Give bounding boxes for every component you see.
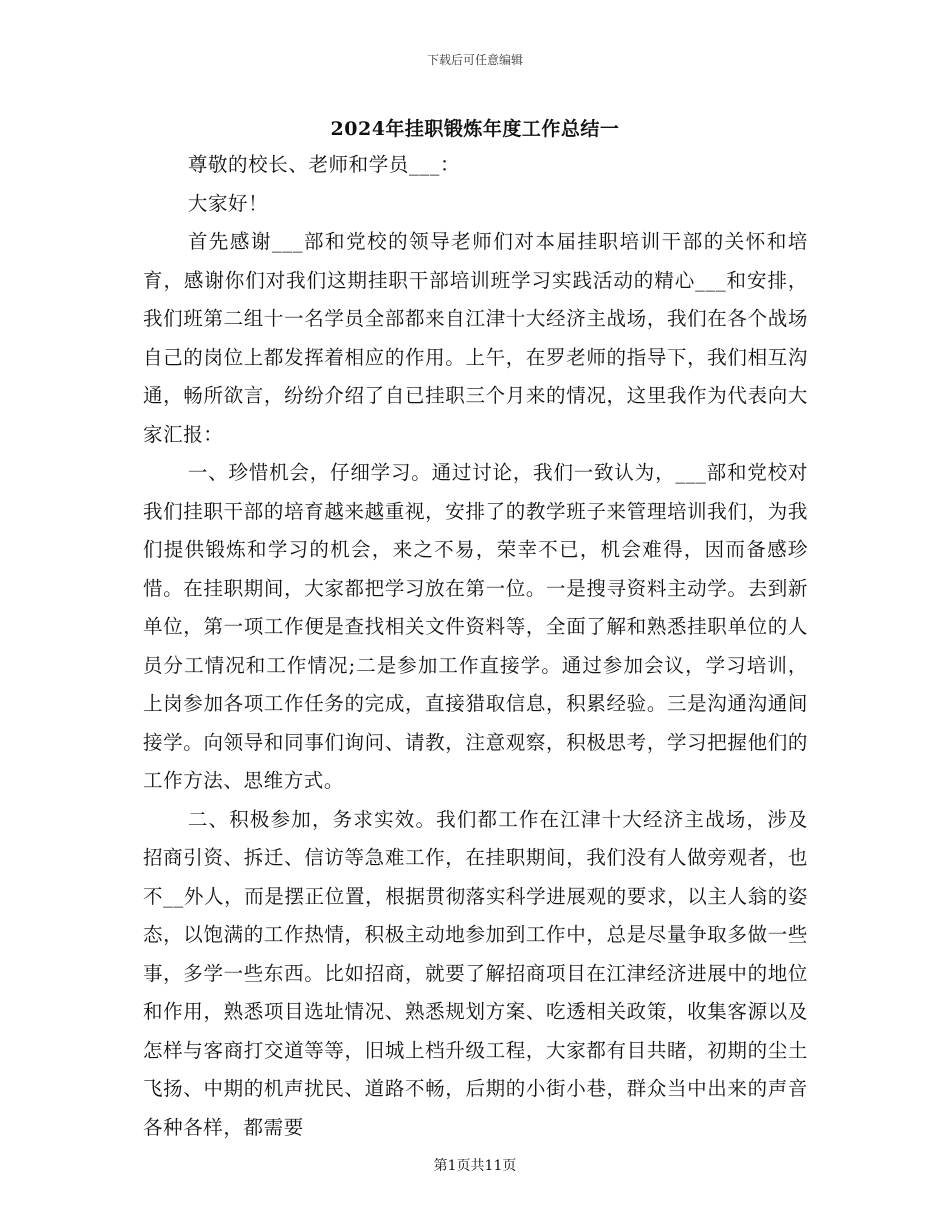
document-body	[143, 146, 808, 1147]
page-number-footer: 第1页共11页	[433, 1158, 517, 1174]
header-note: 下载后可任意编辑	[426, 53, 523, 67]
paragraph-section-1: 一、珍惜机会，仔细学习。通过讨论，我们一致认为，___部和党校对我们挂职干部的培育越来越重视，安排了的教学班子来管理培训我们，为我们提供锻炼和学习的机会，来之不易，荣幸不已，机会难得，因而备感珍惜。在挂职期间，大家都把学习放在第一位。一是搜寻资料主动学。去到新单位，第一项工作便是查找相关文件资料等，全面了解和熟悉挂职单位的人员分工情况和工作情况;二是参加工作直接学。通过参加会议，学习培训，上岗参加各项工作任务的完成，直接猎取信息，积累经验。三是沟通沟通间接学。向领导和同事们询问、请教，注意观察，积极思考，学习把握他们的工作方法、思维方式。	[143, 461, 808, 792]
document-title: 2024年挂职锻炼年度工作总结一	[330, 118, 620, 140]
greeting: 大家好！	[187, 191, 269, 215]
paragraph-section-2: 二、积极参加，务求实效。我们都工作在江津十大经济主战场，涉及招商引资、拆迁、信访等急难工作，在挂职期间，我们没有人做旁观者，也不__外人，而是摆正位置，根据贯彻落实科学进展观的要求，以主人翁的姿态，以饱满的工作热情，积极主动地参加到工作中，总是尽量争取多做一些事，多学一些东西。比如招商，就要了解招商项目在江津经济进展中的地位和作用，熟悉项目选址情况、熟悉规划方案、吃透相关政策，收集客源以及怎样与客商打交道等等，旧城上档升级工程，大家都有目共睹，初期的尘土飞扬、中期的机声扰民、道路不畅，后期的小街小巷，群众当中出来的声音各种各样，都需要	[143, 807, 808, 1139]
salutation: 尊敬的校长、老师和学员___：	[187, 153, 461, 176]
paragraph-intro: 首先感谢___部和党校的领导老师们对本届挂职培训干部的关怀和培育，感谢你们对我们这期挂职干部培训班学习实践活动的精心___和安排，我们班第二组十一名学员全部都来自江津十大经济主战场，我们在各个战场自己的岗位上都发挥着相应的作用。上午，在罗老师的指导下，我们相互沟通，畅所欲言，纷纷介绍了自已挂职三个月来的情况，这里我作为代表向大家汇报：	[143, 230, 808, 446]
